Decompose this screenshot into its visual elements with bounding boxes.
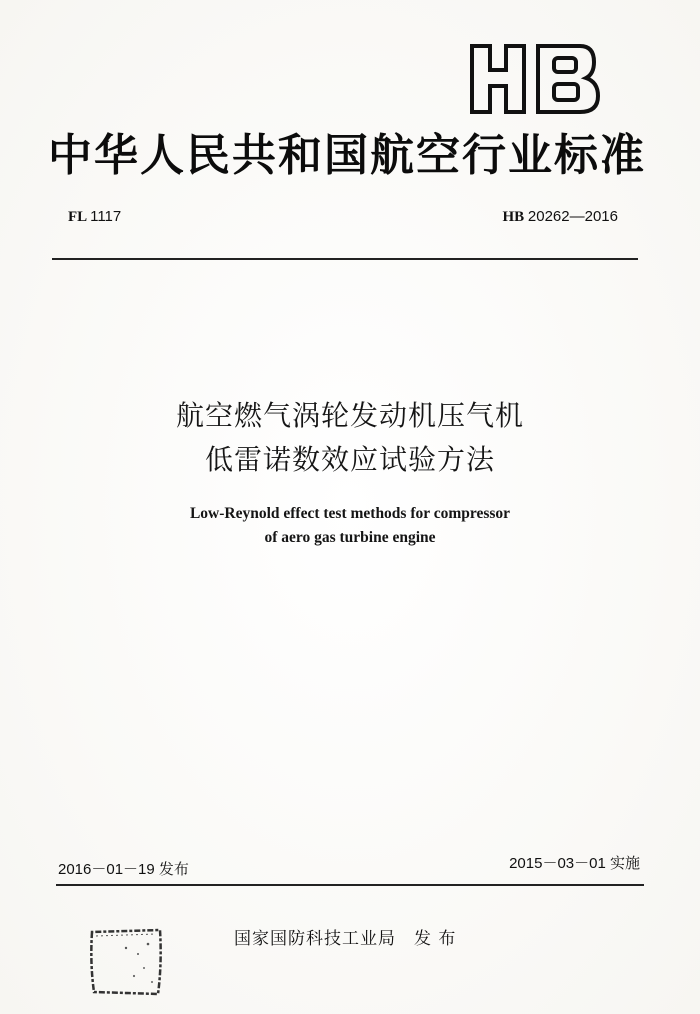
header-divider: [52, 258, 638, 260]
classification-prefix: FL: [68, 209, 87, 225]
standard-prefix: HB: [502, 209, 525, 225]
document-title-cn-line2: 低雷诺数效应试验方法: [204, 443, 495, 476]
stamp-mark: [86, 924, 166, 998]
document-title-en-line2: of aero gas turbine engine: [264, 529, 436, 546]
footer-divider: [56, 884, 644, 886]
document-title-cn-line1: 航空燃气涡轮发动机压气机: [175, 399, 524, 432]
publisher: 国家国防科技工业局 发 布: [234, 929, 457, 949]
standard-code: [502, 208, 618, 226]
effective-date: 2015－03－01 实施: [509, 855, 640, 872]
issue-date: 2016－01－19 发布: [58, 861, 189, 878]
classification-number: 1117: [90, 208, 122, 225]
hb-logo: [468, 42, 602, 116]
national-standard-title: 中华人民共和国航空行业标准: [48, 130, 646, 181]
classification-code: [68, 208, 121, 226]
standard-number: 20262—2016: [527, 208, 618, 225]
document-title-en-line1: Low-Reynold effect test methods for compressor: [189, 505, 511, 522]
